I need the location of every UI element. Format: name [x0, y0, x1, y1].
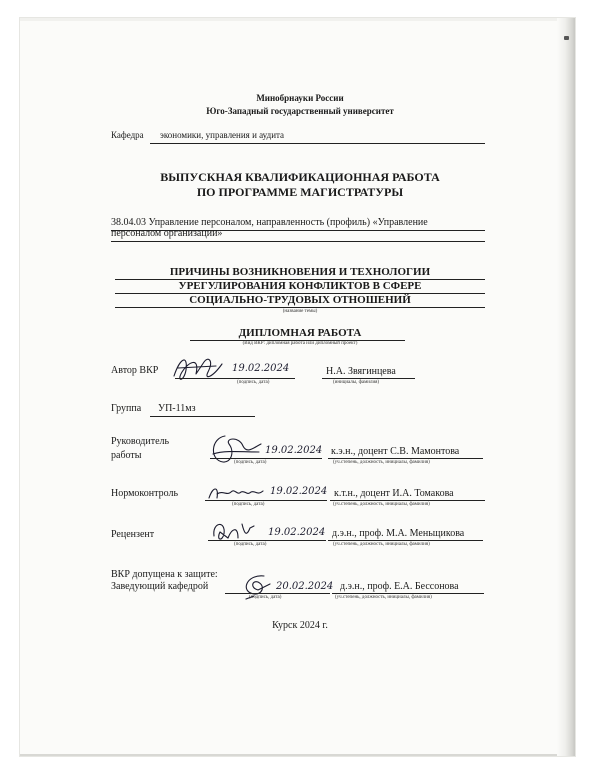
reviewer-caption: (уч.степень, должность, инициалы, фамилия): [333, 542, 430, 547]
normcontrol-label: Нормоконтроль: [111, 488, 179, 499]
admission-signature-date: 20.02.2024: [276, 581, 334, 592]
ministry-name: Минобрнауки России: [256, 93, 344, 103]
author-signature-line: [175, 378, 295, 379]
admission-caption: (уч.степень, должность, инициалы, фамилия): [335, 595, 432, 600]
reviewer-signature-date: 19.02.2024: [268, 527, 326, 538]
work-kind-value: ДИПЛОМНАЯ РАБОТА: [238, 327, 362, 339]
author-signature-caption: (подпись, дата): [237, 380, 270, 385]
normcontrol-value-line: [330, 500, 485, 501]
topic-line3: СОЦИАЛЬНО-ТРУДОВЫХ ОТНОШЕНИЙ: [189, 294, 411, 306]
supervisor-label-line1: Руководитель: [111, 436, 170, 447]
topic-underline-3: [115, 307, 485, 308]
admission-value: д.э.н., проф. Е.А. Бессонова: [340, 581, 459, 592]
binding-clip: [564, 36, 569, 40]
author-label: Автор ВКР: [111, 365, 159, 376]
reviewer-value: д.э.н., проф. М.А. Меньщикова: [332, 528, 465, 539]
program-underline-2: [111, 241, 485, 242]
program-line2: персоналом организации»: [111, 228, 223, 239]
normcontrol-signature-caption: (подпись, дата): [232, 502, 265, 507]
admission-signature-caption: (подпись, дата): [249, 595, 282, 600]
reviewer-signature-line: [208, 540, 326, 541]
supervisor-signature-line: [210, 458, 322, 459]
university-name: Юго-Западный государственный университет: [206, 106, 394, 116]
title-page-sheet: [20, 18, 575, 756]
supervisor-label-line2: работы: [111, 450, 142, 461]
sheet-bottom-edge: [20, 754, 575, 756]
normcontrol-signature-line: [205, 500, 327, 501]
group-label: Группа: [111, 403, 142, 414]
reviewer-signature-caption: (подпись, дата): [234, 542, 267, 547]
supervisor-value: к.э.н., доцент С.В. Мамонтова: [331, 446, 460, 457]
document-type-line2: ПО ПРОГРАММЕ МАГИСТРАТУРЫ: [196, 185, 404, 199]
author-signature-date: 19.02.2024: [232, 363, 290, 374]
document-type-line1: ВЫПУСКНАЯ КВАЛИФИКАЦИОННАЯ РАБОТА: [160, 170, 440, 184]
author-name-line: [322, 378, 415, 379]
author-signature: [170, 352, 226, 386]
sheet-top-edge: [20, 18, 575, 21]
program-line1: 38.04.03 Управление персоналом, направленность (профиль) «Управление: [111, 217, 428, 228]
department-label: Кафедра: [111, 130, 144, 140]
author-name: Н.А. Звягинцева: [326, 366, 396, 377]
department-value: экономики, управления и аудита: [160, 130, 285, 140]
admission-signature-line: [225, 593, 330, 594]
group-underline: [150, 416, 255, 417]
topic-line1: ПРИЧИНЫ ВОЗНИКНОВЕНИЯ И ТЕХНОЛОГИИ: [169, 266, 431, 278]
normcontrol-signature-date: 19.02.2024: [270, 486, 328, 497]
admission-value-line: [332, 593, 484, 594]
normcontrol-caption: (уч.степень, должность, инициалы, фамилия): [333, 502, 430, 507]
reviewer-label: Рецензент: [111, 529, 155, 540]
reviewer-value-line: [328, 540, 483, 541]
author-name-caption: (инициалы, фамилия): [333, 380, 380, 385]
topic-caption: (название темы): [282, 309, 318, 314]
department-underline: [150, 143, 485, 144]
work-kind-caption: (Вид ВКР: дипломная работа или дипломный проект): [242, 341, 358, 346]
supervisor-signature-caption: (подпись, дата): [234, 460, 267, 465]
place-and-year: Курск 2024 г.: [272, 620, 328, 631]
supervisor-signature-date: 19.02.2024: [265, 445, 323, 456]
admission-label-line1: ВКР допущена к защите:: [111, 569, 218, 580]
group-value: УП-11мз: [158, 403, 196, 414]
normcontrol-value: к.т.н., доцент И.А. Томакова: [334, 488, 454, 499]
topic-line2: УРЕГУЛИРОВАНИЯ КОНФЛИКТОВ В СФЕРЕ: [178, 280, 422, 292]
supervisor-caption: (уч.степень, должность, инициалы, фамилия): [333, 460, 430, 465]
supervisor-value-line: [328, 458, 483, 459]
admission-label-line2: Заведующий кафедрой: [111, 581, 209, 592]
binding-spine: [557, 18, 575, 756]
